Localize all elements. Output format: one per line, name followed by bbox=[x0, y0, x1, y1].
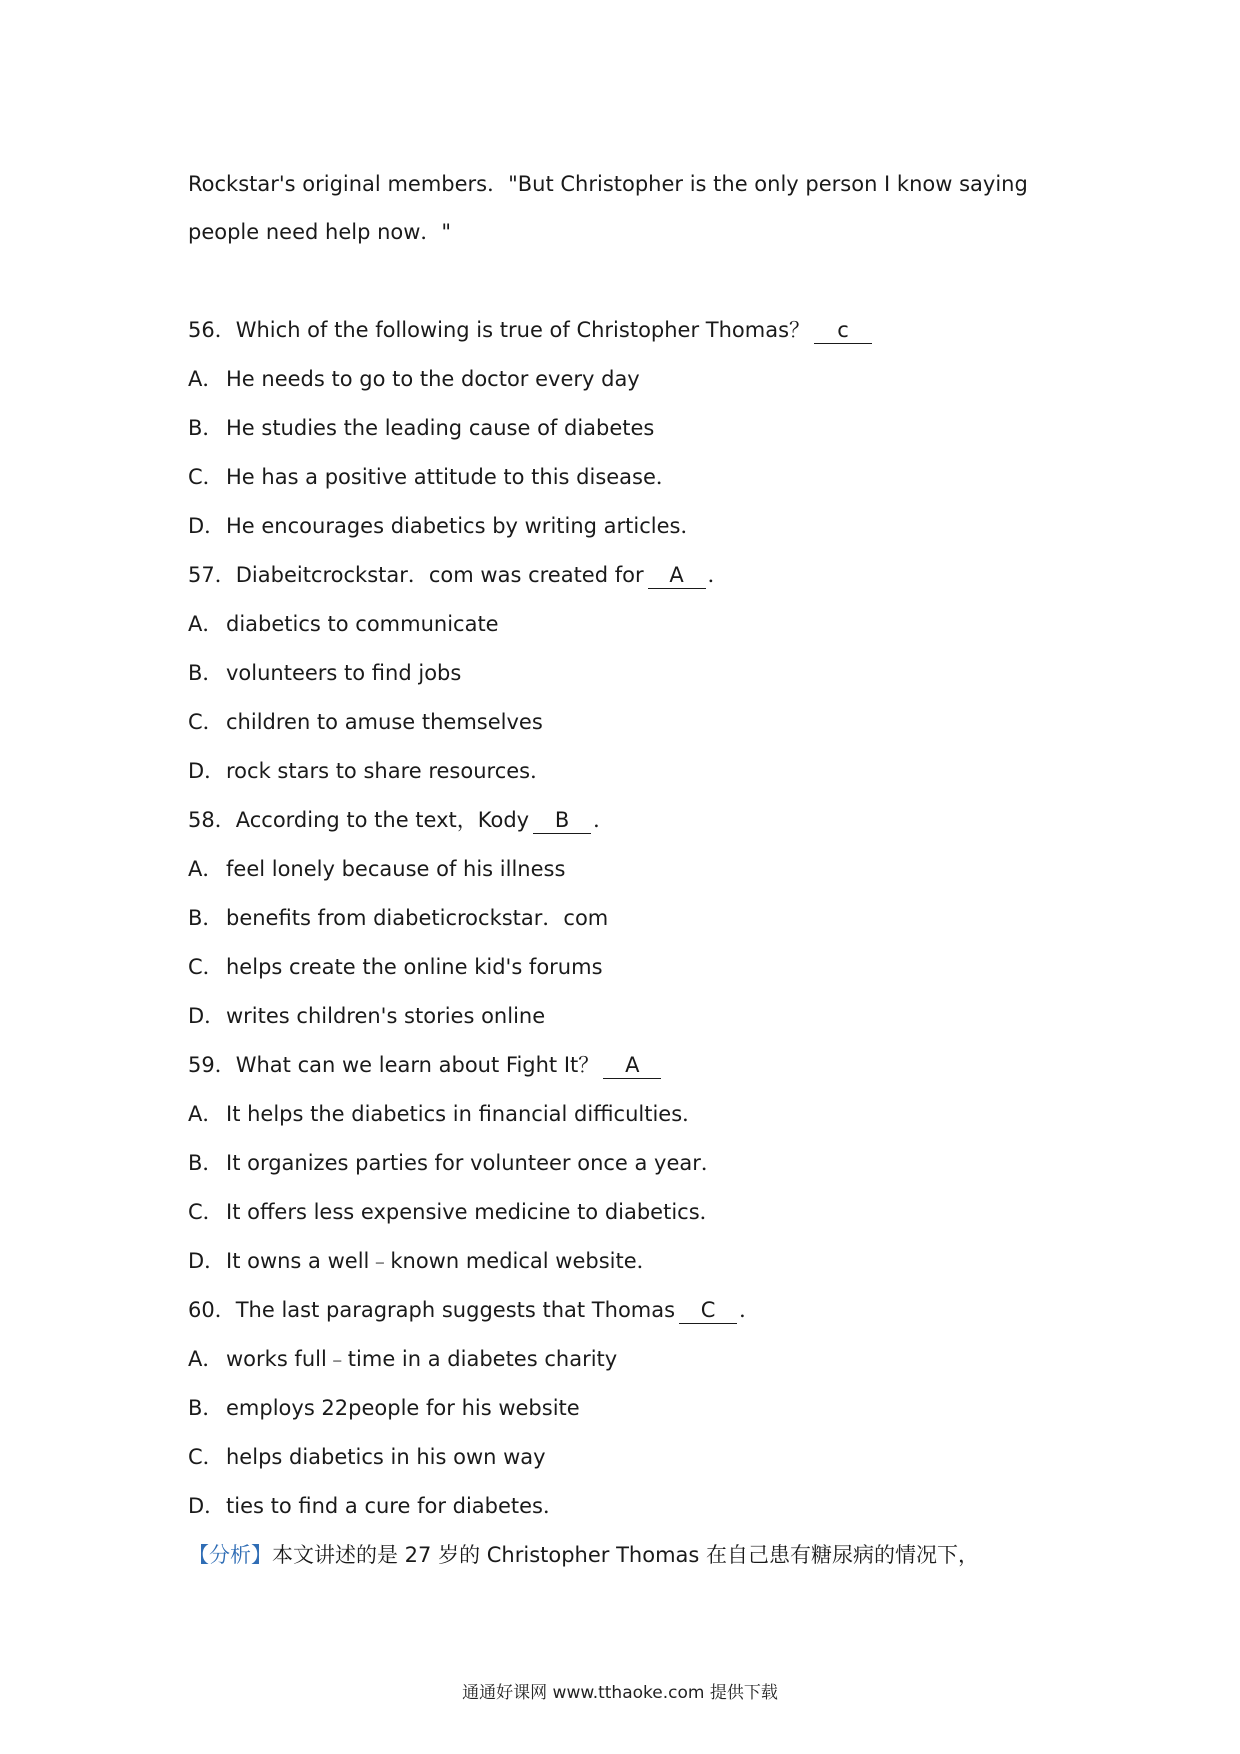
question-stem: Diabeitcrockstar．com was created for bbox=[235, 563, 644, 587]
option-57-a bbox=[188, 600, 1058, 649]
option-letter: D． bbox=[188, 514, 226, 538]
question-number: 57． bbox=[188, 563, 236, 587]
question-number: 56． bbox=[188, 318, 236, 342]
option-letter: A． bbox=[188, 1347, 224, 1371]
option-text: ties to find a cure for diabetes． bbox=[226, 1494, 564, 1518]
question-number: 58． bbox=[188, 808, 236, 832]
option-56-b bbox=[188, 404, 1058, 453]
option-letter: C． bbox=[188, 1445, 224, 1469]
question-number: 60． bbox=[188, 1298, 236, 1322]
option-letter: C． bbox=[188, 465, 224, 489]
question-stem: Which of the following is true of Christopher Thomas？ bbox=[235, 318, 811, 342]
option-letter: B． bbox=[188, 661, 224, 685]
analysis-line bbox=[188, 1531, 1058, 1580]
option-letter: D． bbox=[188, 1249, 226, 1273]
option-text: helps create the online kid's forums bbox=[226, 955, 603, 979]
option-text: children to amuse themselves bbox=[226, 710, 543, 734]
option-letter: D． bbox=[188, 1004, 226, 1028]
option-text: employs 22people for his website bbox=[226, 1396, 580, 1420]
option-60-a bbox=[188, 1335, 1058, 1384]
option-letter: C． bbox=[188, 1200, 224, 1224]
option-letter: D． bbox=[188, 1494, 226, 1518]
option-58-d bbox=[188, 992, 1058, 1041]
option-60-c bbox=[188, 1433, 1058, 1482]
option-text: He encourages diabetics by writing articles． bbox=[226, 514, 702, 538]
answer-blank: A bbox=[648, 562, 706, 589]
answer-blank: C bbox=[679, 1297, 737, 1324]
option-letter: B． bbox=[188, 1396, 224, 1420]
option-text: helps diabetics in his own way bbox=[226, 1445, 546, 1469]
answer-blank: c bbox=[814, 317, 872, 344]
option-text: It offers less expensive medicine to diabetics． bbox=[226, 1200, 721, 1224]
option-text: diabetics to communicate bbox=[226, 612, 499, 636]
option-text: writes children's stories online bbox=[226, 1004, 546, 1028]
analysis-text: 本文讲述的是 27 岁的 Christopher Thomas 在自己患有糖尿病的情况下， bbox=[272, 1543, 980, 1567]
option-57-d bbox=[188, 747, 1058, 796]
option-letter: C． bbox=[188, 955, 224, 979]
option-56-c bbox=[188, 453, 1058, 502]
question-stem: What can we learn about Fight It？ bbox=[235, 1053, 600, 1077]
question-number: 59． bbox=[188, 1053, 236, 1077]
option-text: It helps the diabetics in financial difficulties． bbox=[226, 1102, 704, 1126]
answer-blank: A bbox=[603, 1052, 661, 1079]
option-59-a bbox=[188, 1090, 1058, 1139]
question-list bbox=[188, 306, 1058, 1580]
question-59 bbox=[188, 1041, 1058, 1090]
option-59-d bbox=[188, 1237, 1058, 1286]
question-58 bbox=[188, 796, 1058, 845]
option-letter: A． bbox=[188, 857, 224, 881]
option-text: He studies the leading cause of diabetes bbox=[226, 416, 655, 440]
analysis-label: 【分析】 bbox=[188, 1543, 272, 1567]
passage-line-1: Rockstar's original members．"But Christopher is the only person I know saying bbox=[188, 172, 1028, 196]
option-letter: B． bbox=[188, 416, 224, 440]
option-60-b bbox=[188, 1384, 1058, 1433]
option-text: rock stars to share resources． bbox=[226, 759, 552, 783]
option-text: He has a positive attitude to this disease． bbox=[226, 465, 677, 489]
question-60 bbox=[188, 1286, 1058, 1335]
option-56-a bbox=[188, 355, 1058, 404]
question-56 bbox=[188, 306, 1058, 355]
option-letter: C． bbox=[188, 710, 224, 734]
question-stem: According to the text，Kody bbox=[235, 808, 530, 832]
passage-line-2: people need help now．" bbox=[188, 220, 452, 244]
option-text: works full﹣time in a diabetes charity bbox=[226, 1347, 618, 1371]
answer-blank: B bbox=[533, 807, 591, 834]
option-text: It organizes parties for volunteer once a year． bbox=[226, 1151, 722, 1175]
option-text: volunteers to find jobs bbox=[226, 661, 462, 685]
question-stem: The last paragraph suggests that Thomas bbox=[235, 1298, 676, 1322]
option-text: He needs to go to the doctor every day bbox=[226, 367, 640, 391]
option-letter: B． bbox=[188, 906, 224, 930]
option-letter: A． bbox=[188, 612, 224, 636]
option-59-c bbox=[188, 1188, 1058, 1237]
option-57-b bbox=[188, 649, 1058, 698]
question-tail: ． bbox=[707, 563, 729, 587]
question-tail: ． bbox=[593, 808, 615, 832]
option-59-b bbox=[188, 1139, 1058, 1188]
option-text: benefits from diabeticrockstar．com bbox=[226, 906, 609, 930]
option-letter: A． bbox=[188, 1102, 224, 1126]
option-letter: A． bbox=[188, 367, 224, 391]
question-57 bbox=[188, 551, 1058, 600]
option-58-a bbox=[188, 845, 1058, 894]
page-footer: 通通好课网 www.tthaoke.com 提供下载 bbox=[462, 1683, 778, 1703]
option-58-c bbox=[188, 943, 1058, 992]
option-60-d bbox=[188, 1482, 1058, 1531]
option-text: It owns a well﹣known medical website． bbox=[226, 1249, 658, 1273]
option-56-d bbox=[188, 502, 1058, 551]
option-letter: D． bbox=[188, 759, 226, 783]
option-letter: B． bbox=[188, 1151, 224, 1175]
option-58-b bbox=[188, 894, 1058, 943]
option-text: feel lonely because of his illness bbox=[226, 857, 566, 881]
option-57-c bbox=[188, 698, 1058, 747]
page-content bbox=[188, 160, 1058, 1580]
question-tail: ． bbox=[739, 1298, 761, 1322]
